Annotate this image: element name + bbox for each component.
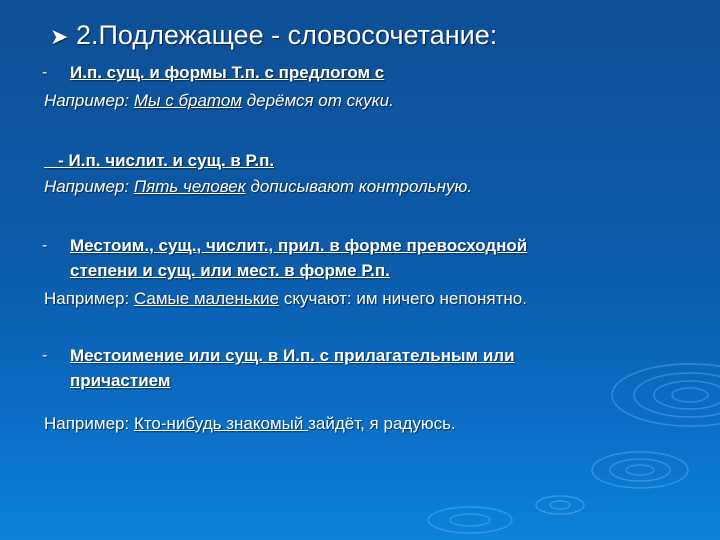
example-subject: Самые маленькие [133,289,280,308]
slide-title [50,20,497,51]
item-4-rule-line2: причастием [70,371,171,390]
item-4-example [44,414,456,434]
example-rest: дерёмся от скуки. [242,91,394,110]
example-prefix: Например: [44,289,134,308]
example-subject: Пять человек [133,177,246,196]
example-subject: Кто-нибудь знакомый [133,414,309,433]
example-rest: дописывают контрольную. [245,177,473,196]
item-1-rule: И.п. сущ. и формы Т.п. с предлогом с [70,63,385,82]
item-2-example [44,177,472,197]
item-1-dash: - [42,64,48,81]
example-prefix: Например: [44,414,134,433]
item-1-example [44,91,394,111]
title-text: 2.Подлежащее - словосочетание [76,20,490,50]
item-3-example [44,289,527,309]
example-prefix: Например: [44,177,134,196]
item-4-dash: - [42,347,48,364]
item-2-rule: - И.п. числит. и сущ. в Р.п. [44,151,275,170]
title-colon: : [489,20,498,50]
item-3-rule-line2: степени и сущ. или мест. в форме Р.п. [70,261,390,280]
example-rest: скучают: им ничего непонятно. [279,289,527,308]
item-3-dash: - [42,237,48,254]
example-prefix: Например: [44,91,134,110]
item-3-rule-line1: Местоим., сущ., числит., прил. в форме превосходной [70,236,528,255]
item-4-rule-line1: Местоимение или сущ. в И.п. с прилагательным или [70,346,515,365]
example-subject: Мы с братом [133,91,242,110]
arrow-checkmark-icon: ➤ [50,24,69,49]
example-rest: зайдёт, я радуюсь. [308,414,456,433]
